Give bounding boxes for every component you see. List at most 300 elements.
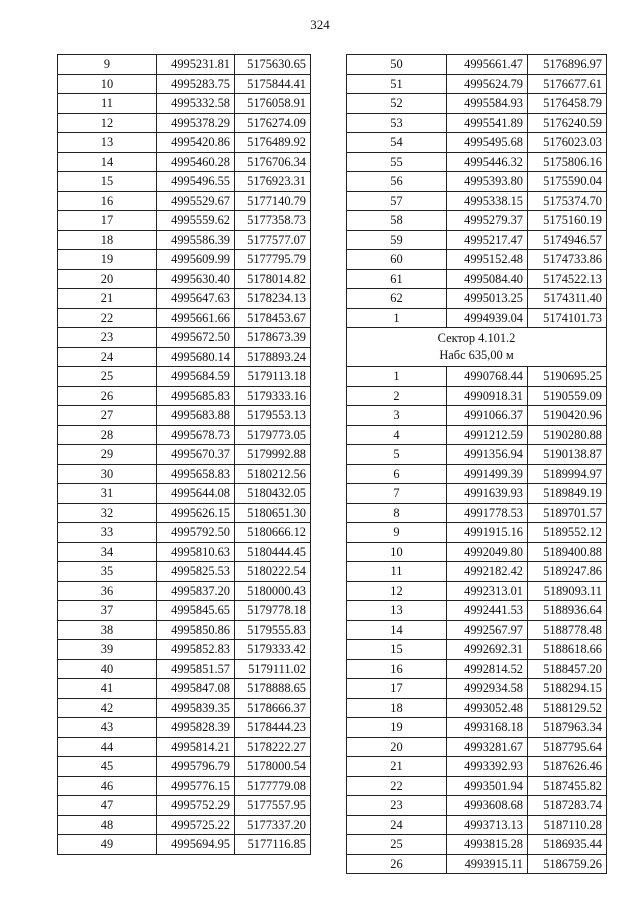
point-number-cell: 10 <box>58 74 157 94</box>
x-coordinate-cell: 4995837.20 <box>157 581 235 601</box>
x-coordinate-cell: 4995694.95 <box>157 835 235 855</box>
y-coordinate-cell: 5176058.91 <box>235 94 311 114</box>
point-number-cell: 44 <box>58 737 157 757</box>
y-coordinate-cell: 5177116.85 <box>235 835 311 855</box>
y-coordinate-cell: 5175806.16 <box>528 152 607 172</box>
point-number-cell: 21 <box>58 289 157 309</box>
point-number-cell: 11 <box>58 94 157 114</box>
y-coordinate-cell: 5174101.73 <box>528 308 607 328</box>
y-coordinate-cell: 5179778.18 <box>235 601 311 621</box>
table-row <box>58 542 311 562</box>
y-coordinate-cell: 5175844.41 <box>235 74 311 94</box>
point-number-cell: 33 <box>58 523 157 543</box>
y-coordinate-cell: 5186935.44 <box>528 835 607 855</box>
point-number-cell: 47 <box>58 796 157 816</box>
x-coordinate-cell: 4995626.15 <box>157 503 235 523</box>
table-row <box>58 211 311 231</box>
x-coordinate-cell: 4995678.73 <box>157 425 235 445</box>
y-coordinate-cell: 5179111.02 <box>235 659 311 679</box>
x-coordinate-cell: 4994939.04 <box>447 308 528 328</box>
table-row <box>347 74 607 94</box>
point-number-cell: 15 <box>58 172 157 192</box>
x-coordinate-cell: 4993392.93 <box>447 757 528 777</box>
table-row <box>347 757 607 777</box>
point-number-cell: 23 <box>58 328 157 348</box>
point-number-cell: 16 <box>58 191 157 211</box>
point-number-cell: 31 <box>58 484 157 504</box>
y-coordinate-cell: 5187795.64 <box>528 737 607 757</box>
point-number-cell: 50 <box>347 55 447 75</box>
y-coordinate-cell: 5187963.34 <box>528 718 607 738</box>
sector-header-row <box>347 328 607 367</box>
point-number-cell: 39 <box>58 640 157 660</box>
table-row <box>347 406 607 426</box>
table-row <box>58 94 311 114</box>
x-coordinate-cell: 4992567.97 <box>447 620 528 640</box>
table-row <box>58 386 311 406</box>
x-coordinate-cell: 4991499.39 <box>447 464 528 484</box>
y-coordinate-cell: 5187455.82 <box>528 776 607 796</box>
point-number-cell: 20 <box>58 269 157 289</box>
table-row <box>58 308 311 328</box>
x-coordinate-cell: 4995851.57 <box>157 659 235 679</box>
x-coordinate-cell: 4995586.39 <box>157 230 235 250</box>
x-coordinate-cell: 4992934.58 <box>447 679 528 699</box>
sector-header <box>347 328 607 367</box>
y-coordinate-cell: 5176023.03 <box>528 133 607 153</box>
point-number-cell: 19 <box>58 250 157 270</box>
table-row <box>347 211 607 231</box>
y-coordinate-cell: 5175630.65 <box>235 55 311 75</box>
page-number: 324 <box>310 17 330 32</box>
y-coordinate-cell: 5178888.65 <box>235 679 311 699</box>
y-coordinate-cell: 5190280.88 <box>528 425 607 445</box>
table-row <box>347 55 607 75</box>
table-row <box>347 737 607 757</box>
point-number-cell: 1 <box>347 308 447 328</box>
x-coordinate-cell: 4995828.39 <box>157 718 235 738</box>
x-coordinate-cell: 4995814.21 <box>157 737 235 757</box>
table-row <box>58 815 311 835</box>
table-row <box>58 562 311 582</box>
x-coordinate-cell: 4995680.14 <box>157 347 235 367</box>
point-number-cell: 61 <box>347 269 447 289</box>
x-coordinate-cell: 4995847.08 <box>157 679 235 699</box>
point-number-cell: 40 <box>58 659 157 679</box>
table-row <box>347 445 607 465</box>
y-coordinate-cell: 5177577.07 <box>235 230 311 250</box>
table-row <box>347 835 607 855</box>
y-coordinate-cell: 5177140.79 <box>235 191 311 211</box>
x-coordinate-cell: 4995446.32 <box>447 152 528 172</box>
table-row <box>347 94 607 114</box>
y-coordinate-cell: 5180212.56 <box>235 464 311 484</box>
x-coordinate-cell: 4995752.29 <box>157 796 235 816</box>
table-row <box>58 835 311 855</box>
x-coordinate-cell: 4995495.68 <box>447 133 528 153</box>
table-row <box>58 718 311 738</box>
y-coordinate-cell: 5189849.19 <box>528 484 607 504</box>
table-row <box>58 55 311 75</box>
table-row <box>347 620 607 640</box>
y-coordinate-cell: 5188936.64 <box>528 601 607 621</box>
y-coordinate-cell: 5190138.87 <box>528 445 607 465</box>
y-coordinate-cell: 5176677.61 <box>528 74 607 94</box>
table-row <box>58 698 311 718</box>
table-row <box>58 269 311 289</box>
sector-title: Сектор 4.101.2 <box>437 331 516 345</box>
point-number-cell: 6 <box>347 464 447 484</box>
table-row <box>347 230 607 250</box>
point-number-cell: 56 <box>347 172 447 192</box>
point-number-cell: 25 <box>347 835 447 855</box>
x-coordinate-cell: 4995529.67 <box>157 191 235 211</box>
y-coordinate-cell: 5176923.31 <box>235 172 311 192</box>
x-coordinate-cell: 4991356.94 <box>447 445 528 465</box>
table-row <box>58 523 311 543</box>
x-coordinate-cell: 4995685.83 <box>157 386 235 406</box>
point-number-cell: 16 <box>347 659 447 679</box>
point-number-cell: 26 <box>58 386 157 406</box>
x-coordinate-cell: 4995658.83 <box>157 464 235 484</box>
y-coordinate-cell: 5188457.20 <box>528 659 607 679</box>
x-coordinate-cell: 4995283.75 <box>157 74 235 94</box>
y-coordinate-cell: 5179333.42 <box>235 640 311 660</box>
point-number-cell: 3 <box>347 406 447 426</box>
table-row <box>347 776 607 796</box>
point-number-cell: 51 <box>347 74 447 94</box>
y-coordinate-cell: 5189247.86 <box>528 562 607 582</box>
x-coordinate-cell: 4995420.86 <box>157 133 235 153</box>
x-coordinate-cell: 4991778.53 <box>447 503 528 523</box>
table-row <box>347 562 607 582</box>
point-number-cell: 29 <box>58 445 157 465</box>
point-number-cell: 60 <box>347 250 447 270</box>
point-number-cell: 10 <box>347 542 447 562</box>
point-number-cell: 36 <box>58 581 157 601</box>
point-number-cell: 53 <box>347 113 447 133</box>
y-coordinate-cell: 5174946.57 <box>528 230 607 250</box>
y-coordinate-cell: 5189994.97 <box>528 464 607 484</box>
y-coordinate-cell: 5176274.09 <box>235 113 311 133</box>
x-coordinate-cell: 4995393.80 <box>447 172 528 192</box>
x-coordinate-cell: 4995672.50 <box>157 328 235 348</box>
table-row <box>58 289 311 309</box>
x-coordinate-cell: 4995825.53 <box>157 562 235 582</box>
left-coordinates-table <box>57 54 311 855</box>
x-coordinate-cell: 4990918.31 <box>447 386 528 406</box>
point-number-cell: 18 <box>347 698 447 718</box>
x-coordinate-cell: 4992814.52 <box>447 659 528 679</box>
y-coordinate-cell: 5190420.96 <box>528 406 607 426</box>
x-coordinate-cell: 4990768.44 <box>447 367 528 387</box>
table-row <box>347 659 607 679</box>
table-row <box>347 386 607 406</box>
y-coordinate-cell: 5179773.05 <box>235 425 311 445</box>
y-coordinate-cell: 5190559.09 <box>528 386 607 406</box>
point-number-cell: 12 <box>58 113 157 133</box>
x-coordinate-cell: 4995661.66 <box>157 308 235 328</box>
y-coordinate-cell: 5177795.79 <box>235 250 311 270</box>
y-coordinate-cell: 5178444.23 <box>235 718 311 738</box>
y-coordinate-cell: 5188778.48 <box>528 620 607 640</box>
y-coordinate-cell: 5179553.13 <box>235 406 311 426</box>
x-coordinate-cell: 4995792.50 <box>157 523 235 543</box>
table-row <box>347 484 607 504</box>
x-coordinate-cell: 4992692.31 <box>447 640 528 660</box>
point-number-cell: 22 <box>58 308 157 328</box>
x-coordinate-cell: 4995541.89 <box>447 113 528 133</box>
x-coordinate-cell: 4995670.37 <box>157 445 235 465</box>
y-coordinate-cell: 5179555.83 <box>235 620 311 640</box>
y-coordinate-cell: 5177557.95 <box>235 796 311 816</box>
table-row <box>58 737 311 757</box>
y-coordinate-cell: 5179992.88 <box>235 445 311 465</box>
x-coordinate-cell: 4993608.68 <box>447 796 528 816</box>
y-coordinate-cell: 5180000.43 <box>235 581 311 601</box>
y-coordinate-cell: 5187626.46 <box>528 757 607 777</box>
x-coordinate-cell: 4995725.22 <box>157 815 235 835</box>
x-coordinate-cell: 4995217.47 <box>447 230 528 250</box>
x-coordinate-cell: 4993713.13 <box>447 815 528 835</box>
x-coordinate-cell: 4992441.53 <box>447 601 528 621</box>
point-number-cell: 46 <box>58 776 157 796</box>
point-number-cell: 20 <box>347 737 447 757</box>
x-coordinate-cell: 4995231.81 <box>157 55 235 75</box>
x-coordinate-cell: 4995644.08 <box>157 484 235 504</box>
y-coordinate-cell: 5188294.15 <box>528 679 607 699</box>
x-coordinate-cell: 4993815.28 <box>447 835 528 855</box>
table-row <box>58 191 311 211</box>
point-number-cell: 26 <box>347 854 447 874</box>
point-number-cell: 4 <box>347 425 447 445</box>
x-coordinate-cell: 4995684.59 <box>157 367 235 387</box>
point-number-cell: 37 <box>58 601 157 621</box>
table-row <box>347 718 607 738</box>
y-coordinate-cell: 5176706.34 <box>235 152 311 172</box>
table-row <box>58 776 311 796</box>
table-row <box>347 113 607 133</box>
table-row <box>347 250 607 270</box>
sector-subtitle: Набс 635,00 м <box>439 348 514 362</box>
x-coordinate-cell: 4995152.48 <box>447 250 528 270</box>
table-row <box>58 640 311 660</box>
point-number-cell: 9 <box>58 55 157 75</box>
y-coordinate-cell: 5187110.28 <box>528 815 607 835</box>
table-row <box>58 484 311 504</box>
x-coordinate-cell: 4993281.67 <box>447 737 528 757</box>
x-coordinate-cell: 4995584.93 <box>447 94 528 114</box>
right-coordinates-table <box>346 54 607 874</box>
y-coordinate-cell: 5177779.08 <box>235 776 311 796</box>
table-row <box>58 74 311 94</box>
x-coordinate-cell: 4995852.83 <box>157 640 235 660</box>
x-coordinate-cell: 4992049.80 <box>447 542 528 562</box>
point-number-cell: 25 <box>58 367 157 387</box>
x-coordinate-cell: 4992313.01 <box>447 581 528 601</box>
y-coordinate-cell: 5187283.74 <box>528 796 607 816</box>
point-number-cell: 13 <box>58 133 157 153</box>
x-coordinate-cell: 4995683.88 <box>157 406 235 426</box>
y-coordinate-cell: 5176896.97 <box>528 55 607 75</box>
x-coordinate-cell: 4995559.62 <box>157 211 235 231</box>
x-coordinate-cell: 4995647.63 <box>157 289 235 309</box>
table-row <box>347 172 607 192</box>
y-coordinate-cell: 5178453.67 <box>235 308 311 328</box>
y-coordinate-cell: 5178673.39 <box>235 328 311 348</box>
point-number-cell: 27 <box>58 406 157 426</box>
point-number-cell: 7 <box>347 484 447 504</box>
table-row <box>347 854 607 874</box>
table-row <box>347 367 607 387</box>
x-coordinate-cell: 4993052.48 <box>447 698 528 718</box>
table-row <box>58 503 311 523</box>
table-row <box>58 367 311 387</box>
table-row <box>58 328 311 348</box>
x-coordinate-cell: 4993501.94 <box>447 776 528 796</box>
y-coordinate-cell: 5180222.54 <box>235 562 311 582</box>
table-row <box>58 757 311 777</box>
y-coordinate-cell: 5178666.37 <box>235 698 311 718</box>
table-row <box>347 308 607 328</box>
x-coordinate-cell: 4995609.99 <box>157 250 235 270</box>
point-number-cell: 23 <box>347 796 447 816</box>
point-number-cell: 55 <box>347 152 447 172</box>
table-row <box>58 796 311 816</box>
table-row <box>58 679 311 699</box>
x-coordinate-cell: 4995776.15 <box>157 776 235 796</box>
y-coordinate-cell: 5178234.13 <box>235 289 311 309</box>
table-row <box>347 152 607 172</box>
y-coordinate-cell: 5178222.27 <box>235 737 311 757</box>
y-coordinate-cell: 5176240.59 <box>528 113 607 133</box>
point-number-cell: 54 <box>347 133 447 153</box>
y-coordinate-cell: 5174522.13 <box>528 269 607 289</box>
x-coordinate-cell: 4995332.58 <box>157 94 235 114</box>
table-row <box>347 601 607 621</box>
y-coordinate-cell: 5189552.12 <box>528 523 607 543</box>
y-coordinate-cell: 5179333.16 <box>235 386 311 406</box>
x-coordinate-cell: 4991066.37 <box>447 406 528 426</box>
point-number-cell: 17 <box>58 211 157 231</box>
table-row <box>347 581 607 601</box>
x-coordinate-cell: 4995279.37 <box>447 211 528 231</box>
y-coordinate-cell: 5176489.92 <box>235 133 311 153</box>
y-coordinate-cell: 5175590.04 <box>528 172 607 192</box>
point-number-cell: 57 <box>347 191 447 211</box>
table-row <box>58 601 311 621</box>
table-row <box>347 464 607 484</box>
table-row <box>58 113 311 133</box>
table-row <box>347 289 607 309</box>
table-row <box>347 269 607 289</box>
x-coordinate-cell: 4995850.86 <box>157 620 235 640</box>
x-coordinate-cell: 4995378.29 <box>157 113 235 133</box>
table-row <box>58 152 311 172</box>
point-number-cell: 12 <box>347 581 447 601</box>
x-coordinate-cell: 4995845.65 <box>157 601 235 621</box>
point-number-cell: 45 <box>58 757 157 777</box>
y-coordinate-cell: 5180666.12 <box>235 523 311 543</box>
point-number-cell: 24 <box>58 347 157 367</box>
table-row <box>58 406 311 426</box>
y-coordinate-cell: 5180432.05 <box>235 484 311 504</box>
y-coordinate-cell: 5178893.24 <box>235 347 311 367</box>
point-number-cell: 48 <box>58 815 157 835</box>
point-number-cell: 52 <box>347 94 447 114</box>
table-row <box>347 796 607 816</box>
x-coordinate-cell: 4991639.93 <box>447 484 528 504</box>
x-coordinate-cell: 4995338.15 <box>447 191 528 211</box>
point-number-cell: 43 <box>58 718 157 738</box>
point-number-cell: 35 <box>58 562 157 582</box>
x-coordinate-cell: 4991212.59 <box>447 425 528 445</box>
table-row <box>58 425 311 445</box>
x-coordinate-cell: 4995460.28 <box>157 152 235 172</box>
y-coordinate-cell: 5174311.40 <box>528 289 607 309</box>
table-row <box>347 815 607 835</box>
point-number-cell: 13 <box>347 601 447 621</box>
x-coordinate-cell: 4995796.79 <box>157 757 235 777</box>
point-number-cell: 5 <box>347 445 447 465</box>
table-row <box>347 425 607 445</box>
x-coordinate-cell: 4995496.55 <box>157 172 235 192</box>
point-number-cell: 2 <box>347 386 447 406</box>
point-number-cell: 62 <box>347 289 447 309</box>
point-number-cell: 14 <box>58 152 157 172</box>
point-number-cell: 42 <box>58 698 157 718</box>
point-number-cell: 28 <box>58 425 157 445</box>
table-row <box>58 445 311 465</box>
point-number-cell: 19 <box>347 718 447 738</box>
table-row <box>347 679 607 699</box>
table-row <box>347 503 607 523</box>
table-row <box>58 464 311 484</box>
y-coordinate-cell: 5190695.25 <box>528 367 607 387</box>
point-number-cell: 22 <box>347 776 447 796</box>
x-coordinate-cell: 4995013.25 <box>447 289 528 309</box>
point-number-cell: 32 <box>58 503 157 523</box>
y-coordinate-cell: 5189093.11 <box>528 581 607 601</box>
y-coordinate-cell: 5177358.73 <box>235 211 311 231</box>
point-number-cell: 18 <box>58 230 157 250</box>
point-number-cell: 9 <box>347 523 447 543</box>
table-row <box>58 133 311 153</box>
table-row <box>347 542 607 562</box>
y-coordinate-cell: 5180651.30 <box>235 503 311 523</box>
table-row <box>58 581 311 601</box>
point-number-cell: 11 <box>347 562 447 582</box>
point-number-cell: 58 <box>347 211 447 231</box>
x-coordinate-cell: 4995839.35 <box>157 698 235 718</box>
point-number-cell: 49 <box>58 835 157 855</box>
point-number-cell: 34 <box>58 542 157 562</box>
x-coordinate-cell: 4991915.16 <box>447 523 528 543</box>
table-row <box>347 640 607 660</box>
table-row <box>347 133 607 153</box>
point-number-cell: 41 <box>58 679 157 699</box>
x-coordinate-cell: 4995084.40 <box>447 269 528 289</box>
point-number-cell: 30 <box>58 464 157 484</box>
y-coordinate-cell: 5177337.20 <box>235 815 311 835</box>
y-coordinate-cell: 5175160.19 <box>528 211 607 231</box>
x-coordinate-cell: 4995624.79 <box>447 74 528 94</box>
x-coordinate-cell: 4995630.40 <box>157 269 235 289</box>
point-number-cell: 38 <box>58 620 157 640</box>
table-row <box>347 523 607 543</box>
point-number-cell: 24 <box>347 815 447 835</box>
y-coordinate-cell: 5188618.66 <box>528 640 607 660</box>
